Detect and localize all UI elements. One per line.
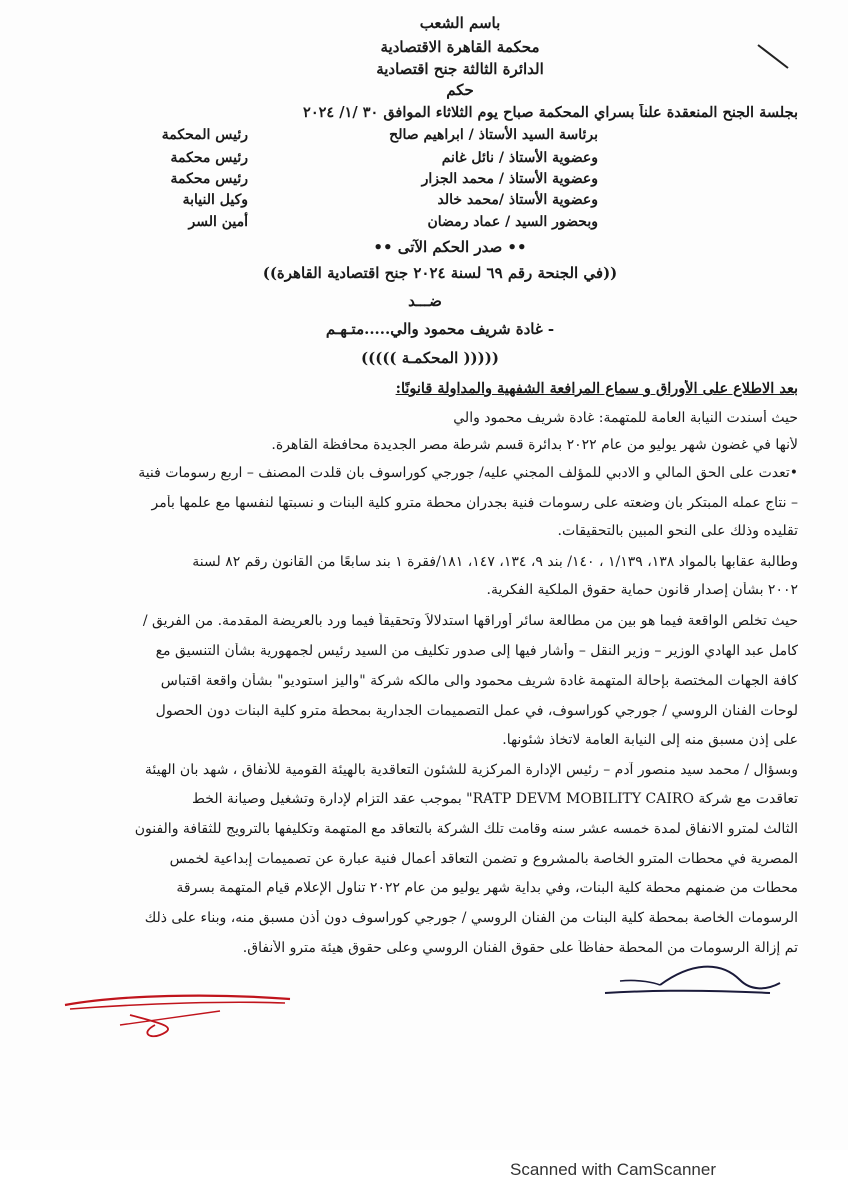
verdict-heading: •• صدر الحكم الآتى •• xyxy=(373,238,527,256)
body-line: •تعدت على الحق المالي و الادبي للمؤلف المجني عليه/ جورجي كوراسوف بان قلدت المصنف – اربع رسومات فنية xyxy=(138,465,798,481)
panel-title: رئيس المحكمة xyxy=(161,127,248,143)
header-court-name: محكمة القاهرة الاقتصادية xyxy=(380,38,540,56)
header-circuit: الدائرة الثالثة جنح اقتصادية xyxy=(376,60,544,78)
case-reference: ((في الجنحة رقم ٦٩ لسنة ٢٠٢٤ جنح اقتصادية القاهرة)) xyxy=(262,264,618,282)
court-heading: ((((( المحكمـة ))))) xyxy=(361,349,499,367)
against-label: ضـــد xyxy=(408,292,442,310)
defendant-line: - غادة شريف محمود والي.....متـهـم xyxy=(325,320,555,338)
body-line: تقليده وذلك على النحو المبين بالتحقيقات. xyxy=(557,523,798,539)
dark-signature xyxy=(600,955,800,1015)
panel-role: وعضوية الأستاذ /محمد خالد xyxy=(437,192,598,208)
panel-role: وبحضور السيد / عماد رمضان xyxy=(427,214,598,230)
body-line: كافة الجهات المختصة بإحالة المتهمة غادة شريف محمود والى مالكه شركة "واليز استوديو" بشأن واقعة اقتباس xyxy=(160,673,798,689)
body-line: حيث تخلص الواقعة فيما هو بين من مطالعة سائر أوراقها استدلالاً وتحقيقاً فيما ورد بالعريضة المقدمة. من الفريق / xyxy=(142,613,798,629)
body-line: تم إزالة الرسومات من المحطة حفاظاً على حقوق الفنان الروسي وعلى حقوق هيئة مترو الأنفاق. xyxy=(242,940,798,956)
body-line: تعاقدت مع شركة RATP DEVM MOBILITY CAIRO" بموجب عقد التزام لإدارة وتشغيل وصيانة الخط xyxy=(192,791,798,807)
header-verdict-word: حكم xyxy=(446,81,474,99)
scanner-watermark: Scanned with CamScanner xyxy=(510,1160,717,1179)
header-line-people: باسم الشعب xyxy=(419,14,501,32)
body-line: ٢٠٠٢ بشأن إصدار قانون حماية حقوق الملكية الفكرية. xyxy=(486,582,798,598)
body-line: – نتاج عمله المبتكر بان وضعته على رسومات فنية بجدران محطة مترو كلية البنات و نسبتها لنفسها مع علمها بأمر xyxy=(151,495,798,511)
panel-title: أمين السر xyxy=(188,214,248,230)
body-line: كامل عبد الهادي الوزير – وزير النقل – وأشار فيها إلى صدور تكليف من السيد رئيس لجمهورية بشأن التنسيق مع xyxy=(155,643,798,659)
corner-pen-mark xyxy=(755,40,795,75)
body-line: وطالبة عقابها بالمواد ١٣٨، ١/١٣٩ ، ١٤٠/ بند ٩، ١٣٤، ١٤٧، ١٨١/فقرة ١ بند سابعًا من القانون رقم ٨٢ لسنة xyxy=(192,554,798,570)
body-line: لأنها في غضون شهر يوليو من عام ٢٠٢٢ بدائرة قسم شرطة مصر الجديدة محافظة القاهرة. xyxy=(271,437,798,453)
body-line: الثالث لمترو الانفاق لمدة خمسه عشر سنه وقامت تلك الشركة بالتعاقد مع المتهمة وتكليفها بالترويج للثقافة والفنون xyxy=(134,821,798,837)
panel-role: برئاسة السيد الأستاذ / ابراهيم صالح xyxy=(389,127,598,143)
panel-title: رئيس محكمة xyxy=(170,171,248,187)
body-line: وبسؤال / محمد سيد منصور آدم – رئيس الإدارة المركزية للشئون التعاقدية بالهيئة القومية للأنفاق ، شهد بان الهيئة xyxy=(144,762,798,778)
body-line: الرسومات الخاصة بمحطة كلية البنات من الفنان الروسي / جورجي كوراسوف دون أذن مسبق منه، وبناء على ذلك xyxy=(144,910,798,926)
intro-heading: بعد الاطلاع على الأوراق و سماع المرافعة الشفهية والمداولة قانونًا: xyxy=(395,380,798,397)
scanner-footer xyxy=(0,1150,848,1200)
panel-title: وكيل النيابة xyxy=(182,192,248,208)
panel-title: رئيس محكمة xyxy=(170,150,248,166)
panel-role: وعضوية الأستاذ / محمد الجزار xyxy=(421,171,598,187)
body-line: على إذن مسبق منه إلى النيابة العامة لاتخاذ شئونها. xyxy=(502,732,798,748)
body-line: لوحات الفنان الروسي / جورجي كوراسوف، في عمل التصميمات الجدارية بمحطة مترو كلية البنات دون الحصول xyxy=(155,703,798,719)
red-signature xyxy=(60,985,300,1045)
body-line: محطات من ضمنهم محطة كلية البنات، وفي بداية شهر يوليو من عام ٢٠٢٢ تناول الإعلام قيام المتهمة بسرقة xyxy=(176,880,798,896)
session-line: بجلسة الجنح المنعقدة علناً بسراي المحكمة صباح يوم الثلاثاء الموافق ٣٠ /١/ ٢٠٢٤ xyxy=(303,104,798,121)
body-line: المصرية في محطات المترو الخاصة بالمشروع و تضمن التعاقد أعمال فنية عبارة عن تصميمات إبداعية لخمس xyxy=(169,851,798,867)
panel-role: وعضوية الأستاذ / نائل غانم xyxy=(441,150,598,166)
body-line: حيث أسندت النيابة العامة للمتهمة: غادة شريف محمود والي xyxy=(453,410,798,426)
